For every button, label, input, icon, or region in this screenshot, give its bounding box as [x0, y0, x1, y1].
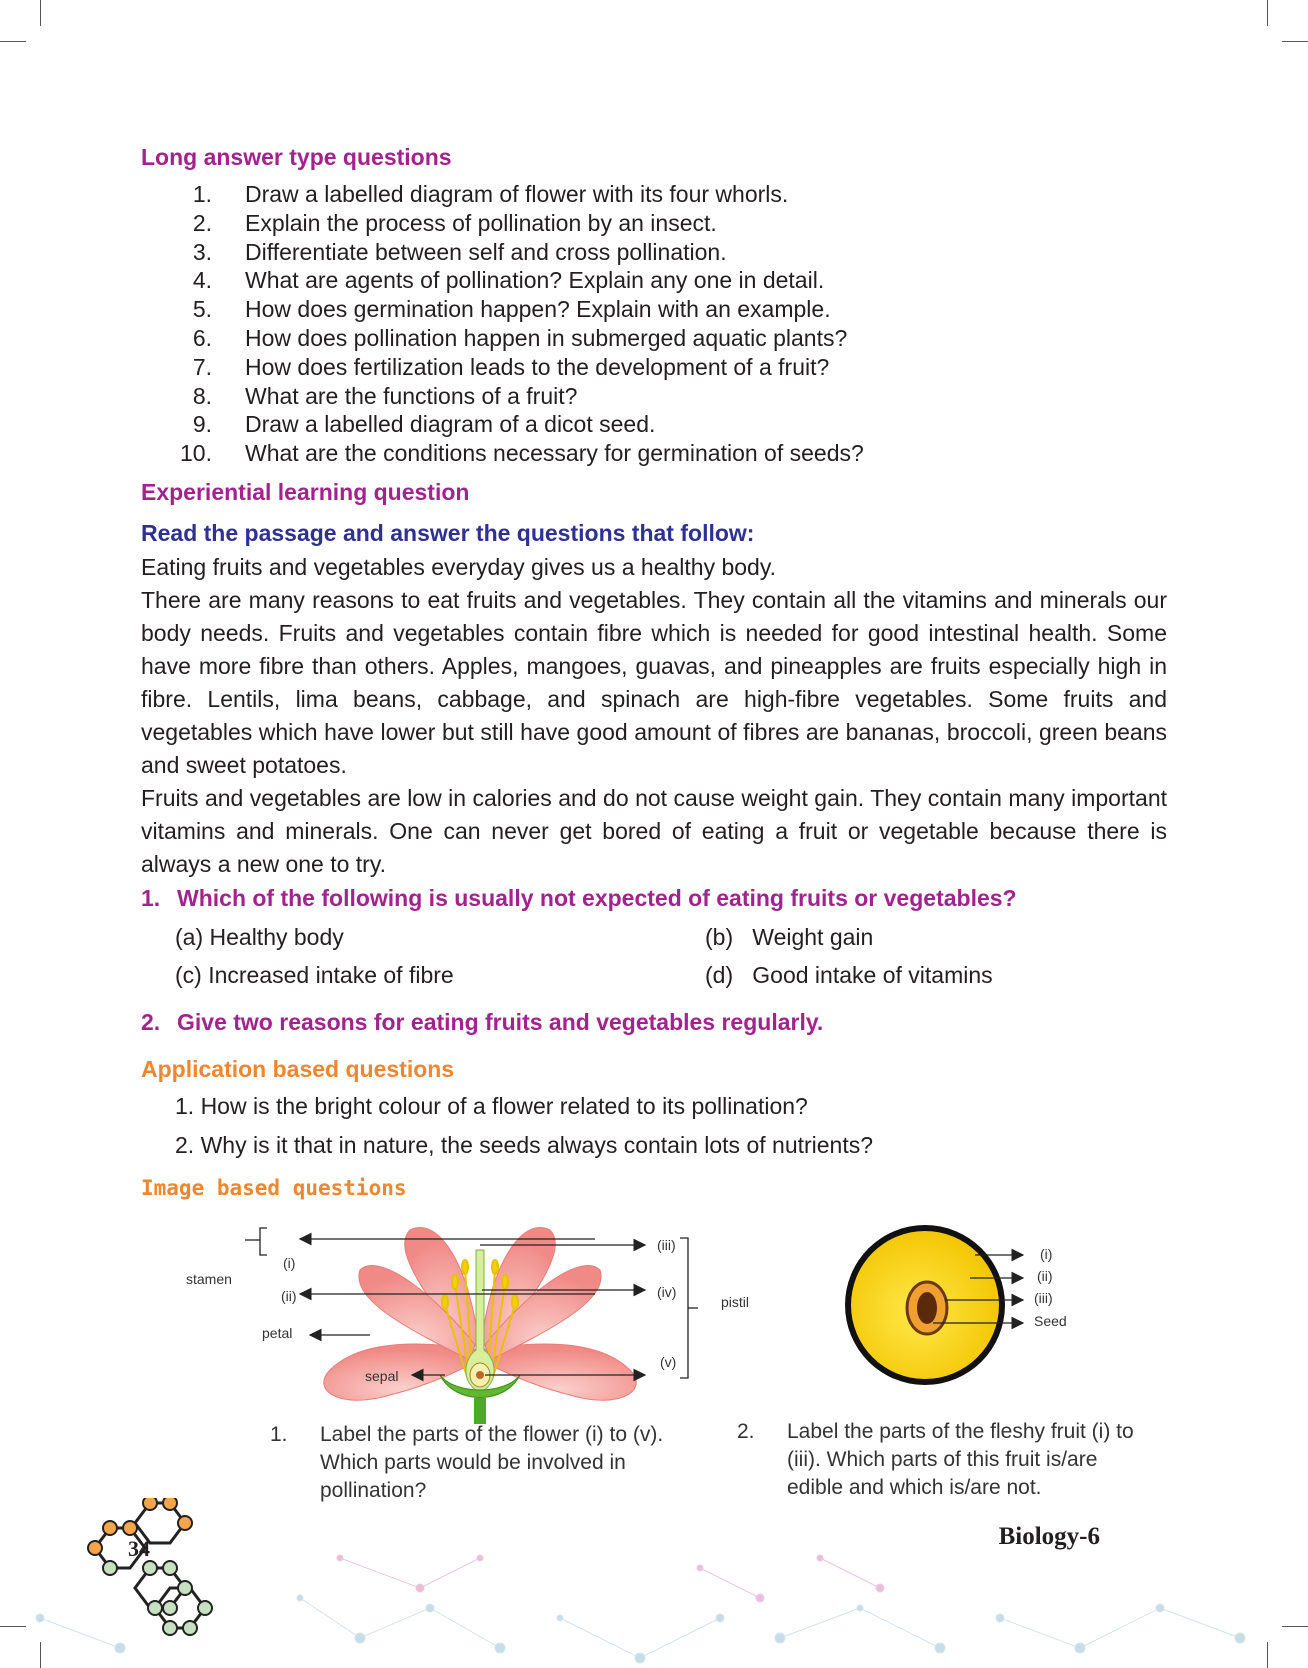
book-title: Biology-6 — [998, 1523, 1100, 1550]
crop-mark-top-left-h — [0, 41, 26, 42]
list-item: 7. How does fertilization leads to the development of a fruit? — [192, 353, 830, 380]
label-fruit-ii: (ii) — [1037, 1268, 1053, 1284]
fruit-seed — [917, 1292, 937, 1324]
crop-mark-top-right-v — [1267, 0, 1268, 26]
list-item: 2. Explain the process of pollination by an insect. — [192, 209, 717, 236]
fruit-diagram — [845, 1220, 1105, 1390]
application-list — [175, 1093, 873, 1171]
label-flower-iii: (iii) — [657, 1237, 676, 1253]
list-item: 2. Why is it that in nature, the seeds always contain lots of nutrients? — [175, 1132, 874, 1158]
option-c: (c) Increased intake of fibre — [175, 962, 454, 988]
label-flower-ii: (ii) — [281, 1288, 297, 1304]
label-stamen: stamen — [186, 1271, 232, 1287]
passage-paragraph: Fruits and vegetables are low in calories and do not cause weight gain. They contain many important vitamins and minerals. One can never get bored of eating a fruit or vegetable because there is always a new one to try. — [141, 785, 1167, 877]
mcq-question-1: 1. Which of the following is usually not expected of eating fruits or vegetables? — [141, 885, 1017, 911]
list-item: 9. Draw a labelled diagram of a dicot seed. — [192, 411, 656, 438]
list-item: 8. What are the functions of a fruit? — [192, 382, 578, 409]
passage-paragraph: There are many reasons to eat fruits and vegetables. They contain all the vitamins and minerals our body needs. Fruits and vegetables contain fibre which is needed for good intestinal health. Some have more fibre than others. Apples, mangoes, guavas, and pineapples are fruits especially high in fibre. Lentils, lima beans, cabbage, and spinach are high-fibre vegetables. Some fruits and vegetables which have lower but still have good amount of fibres are bananas, broccoli, green beans and sweet potatoes. — [141, 587, 1167, 778]
long-answer-list — [170, 180, 864, 468]
crop-mark-top-left-v — [40, 0, 41, 26]
list-item: 3. Differentiate between self and cross pollination. — [192, 238, 727, 265]
option-b: (b) Weight gain — [705, 924, 874, 950]
list-item: 1. Draw a labelled diagram of flower with its four whorls. — [192, 181, 789, 207]
option-d: (d) Good intake of vitamins — [705, 962, 993, 988]
label-pistil: pistil — [721, 1294, 750, 1310]
option-a: (a) Healthy body — [175, 924, 344, 950]
label-petal: petal — [262, 1325, 293, 1341]
molecule-decoration — [0, 1498, 1308, 1668]
label-fruit-seed: Seed — [1034, 1313, 1067, 1329]
passage — [141, 551, 1167, 881]
image-based-heading: Image based questions — [141, 1176, 407, 1200]
list-item: 1. How is the bright colour of a flower related to its pollination? — [175, 1093, 808, 1119]
label-flower-iv: (iv) — [657, 1284, 677, 1300]
crop-mark-top-right-h — [1282, 41, 1308, 42]
page-number: 34 — [128, 1536, 150, 1561]
flower-diagram — [0, 1210, 760, 1430]
question-2: 2. Give two reasons for eating fruits and vegetables regularly. — [141, 1009, 824, 1035]
list-item: 4. What are agents of pollination? Explain any one in detail. — [192, 267, 825, 294]
long-answer-heading: Long answer type questions — [141, 144, 452, 170]
list-item: 10. What are the conditions necessary for germination of seeds? — [180, 440, 864, 467]
passage-heading: Read the passage and answer the questions that follow: — [141, 520, 755, 546]
list-item: 6. How does pollination happen in submerged aquatic plants? — [192, 324, 848, 351]
experiential-heading: Experiential learning question — [141, 479, 470, 505]
passage-paragraph: Eating fruits and vegetables everyday gives us a healthy body. — [141, 554, 777, 580]
label-sepal: sepal — [365, 1368, 399, 1384]
label-flower-v: (v) — [660, 1354, 677, 1370]
label-fruit-iii: (iii) — [1034, 1290, 1053, 1306]
figure-caption-1: 1. Label the parts of the flower (i) to (v). Which parts would be involved in pollination? — [270, 1423, 664, 1502]
figure-caption-2: 2. Label the parts of the fleshy fruit (i) to (iii). Which parts of this fruit is/are edible and which is/are not. — [737, 1420, 1134, 1499]
label-flower-i: (i) — [283, 1255, 296, 1271]
label-fruit-i: (i) — [1040, 1246, 1053, 1262]
list-item: 5. How does germination happen? Explain with an example. — [192, 296, 831, 323]
application-heading: Application based questions — [141, 1056, 455, 1082]
